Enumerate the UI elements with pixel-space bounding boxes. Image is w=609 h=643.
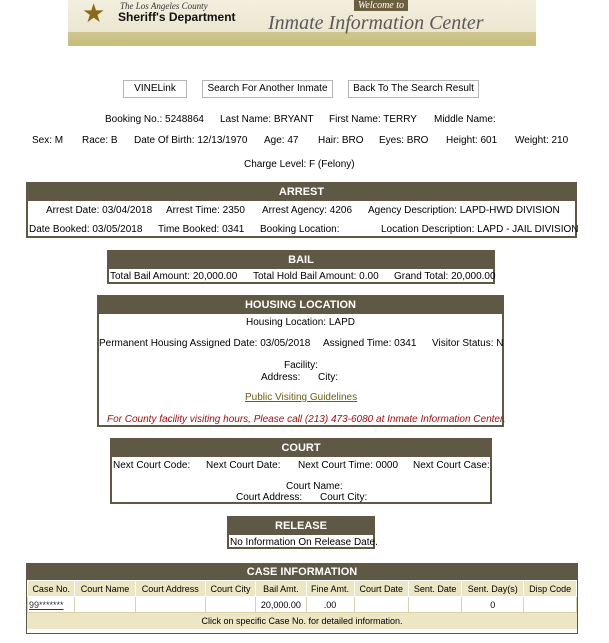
public-visiting-guidelines-link[interactable]: Public Visiting Guidelines [245,392,358,403]
case-information-title: CASE INFORMATION [27,564,577,580]
bail-section [107,250,495,284]
cell-bail-amt: 20,000.00 [256,597,306,613]
case-number-link[interactable]: 99******* [29,599,64,610]
court-title: COURT [112,440,490,457]
cell-court-date [354,597,408,613]
housing-location: Housing Location: LAPD [246,317,355,328]
col-court-date: Court Date [354,581,408,597]
col-court-city: Court City [205,581,255,597]
cell-court-name [75,597,135,613]
cell-sent-days: 0 [462,597,524,613]
cell-court-city [205,597,255,613]
court-section [110,438,492,504]
date-of-birth: Date Of Birth: 12/13/1970 [134,135,248,146]
date-booked: Date Booked: 03/05/2018 [29,224,143,235]
age: Age: 47 [264,135,299,146]
booking-location: Booking Location: [260,224,340,235]
col-bail-amt: Bail Amt. [256,581,306,597]
permanent-housing-assigned-date: Permanent Housing Assigned Date: 03/05/2018 [99,338,311,349]
arrest-time: Arrest Time: 2350 [166,205,245,216]
banner-department: Sheriff's Department [118,10,236,24]
cell-court-address [135,597,205,613]
banner-county: The Los Angeles County [120,1,208,11]
col-court-name: Court Name [75,581,135,597]
bail-title: BAIL [109,252,493,269]
visiting-hours-notice: For County facility visiting hours, Please call (213) 473-6080 at Inmate Information Center. [107,414,506,425]
court-city: Court City: [320,492,368,503]
back-to-search-result-button[interactable]: Back To The Search Result [348,80,479,98]
cell-fine-amt: .00 [306,597,354,613]
charge-level: Charge Level: F (Felony) [244,159,355,170]
total-hold-bail-amount: Total Hold Bail Amount: 0.00 [253,271,379,282]
next-court-date: Next Court Date: [206,460,281,471]
total-bail-amount: Total Bail Amount: 20,000.00 [110,271,238,282]
housing-section [97,295,504,427]
grand-total: Grand Total: 20,000.00 [394,271,496,282]
col-sent-date: Sent. Date [408,581,461,597]
arrest-date: Arrest Date: 03/04/2018 [46,205,153,216]
visitor-status: Visitor Status: N [432,338,504,349]
col-case-no: Case No. [28,581,75,597]
vinelink-button[interactable]: VINELink [123,80,187,98]
hair: Hair: BRO [318,135,364,146]
col-disp-code: Disp Code [524,581,577,597]
arrest-title: ARREST [28,184,575,201]
middle-name: Middle Name: [434,114,496,125]
city: City: [318,372,338,383]
agency-description: Agency Description: LAPD-HWD DIVISION [368,205,560,216]
sheriff-star-icon: ★ [82,0,106,29]
arrest-agency: Arrest Agency: 4206 [262,205,353,216]
table-row [28,597,577,613]
housing-title: HOUSING LOCATION [99,297,502,314]
banner-bar [68,40,536,46]
banner-title: Inmate Information Center [268,12,484,34]
height: Height: 601 [446,135,498,146]
weight: Weight: 210 [515,135,569,146]
next-court-code: Next Court Code: [113,460,191,471]
case-table [27,580,577,613]
location-description: Location Description: LAPD - JAIL DIVISION [381,224,579,235]
sex: Sex: M [32,135,64,146]
cell-sent-date [408,597,461,613]
address: Address: [261,372,301,383]
booking-number: Booking No.: 5248864 [105,114,204,125]
court-address: Court Address: [236,492,303,503]
banner-welcome: Welcome to [354,0,408,11]
facility: Facility: [284,360,318,371]
cell-disp-code [524,597,577,613]
case-table-footer: Click on specific Case No. for detailed information. [27,613,577,629]
arrest-section [26,182,577,238]
case-table-header [28,581,577,597]
race: Race: B [82,135,118,146]
site-banner [68,0,536,46]
last-name: Last Name: BRYANT [220,114,314,125]
search-another-inmate-button[interactable]: Search For Another Inmate [202,80,333,98]
first-name: First Name: TERRY [329,114,417,125]
next-court-case: Next Court Case: [413,460,490,471]
next-court-time: Next Court Time: 0000 [298,460,399,471]
court-name: Court Name: [286,481,343,492]
col-fine-amt: Fine Amt. [306,581,354,597]
time-booked: Time Booked: 0341 [158,224,245,235]
col-court-address: Court Address [135,581,205,597]
release-title: RELEASE [229,518,373,535]
assigned-time: Assigned Time: 0341 [323,338,417,349]
case-information-section [26,563,578,634]
col-sent-days: Sent. Day(s) [462,581,524,597]
release-section [227,516,378,549]
eyes: Eyes: BRO [379,135,429,146]
release-message: No Information On Release Date. [230,537,378,548]
